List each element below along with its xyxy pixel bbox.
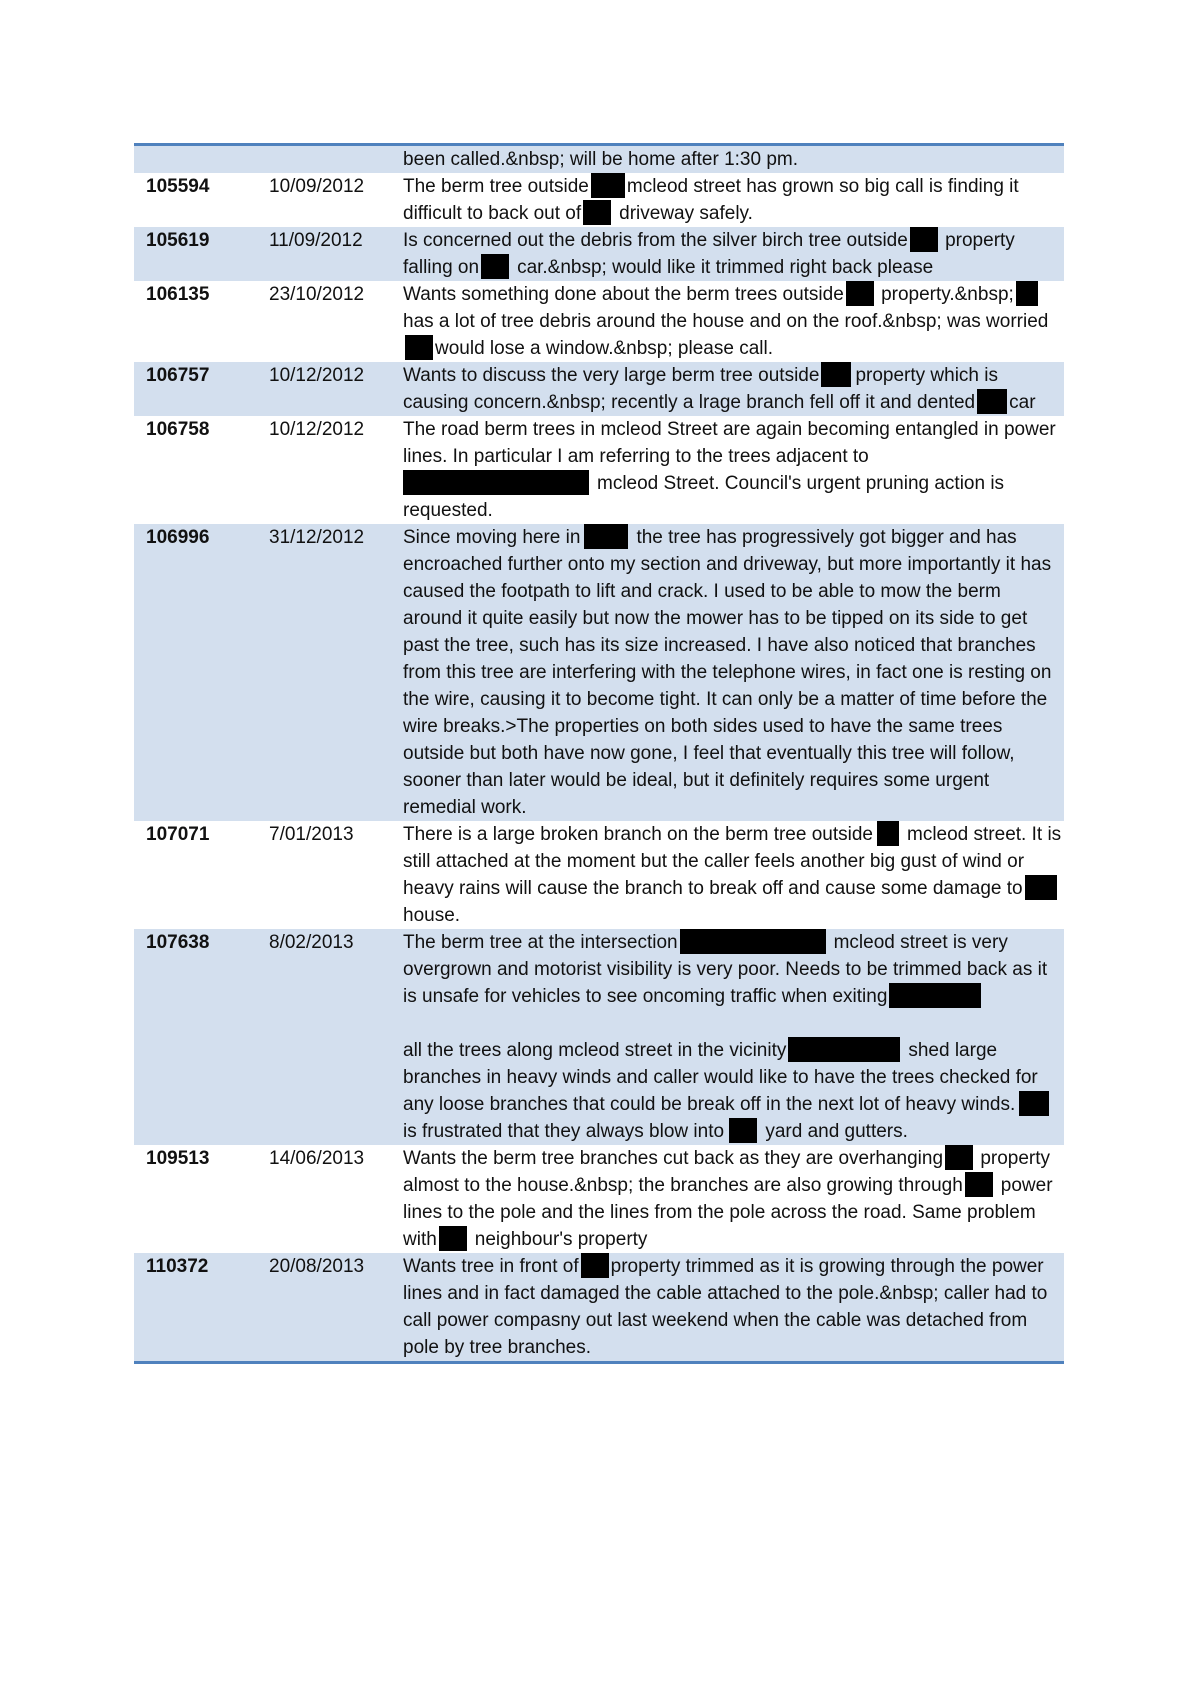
request-date: 10/12/2012 [269,365,365,386]
table-row [134,1145,1064,1253]
redaction-block [1019,1091,1049,1116]
table-row [134,173,1064,227]
text-segment: The berm tree at the intersection [403,932,678,953]
request-id: 109513 [146,1148,210,1169]
text-segment: Wants something done about the berm trees outside [403,284,844,305]
redaction-block [581,1253,609,1278]
text-segment: property trimmed as it is growing through the power lines and in fact damaged the cable attached to the pole.&nbsp; caller had to call power compasny out last weekend when the cable was detached from pole by tree branches. [403,1256,1048,1358]
paragraph-gap [403,1010,1064,1037]
redaction-block [877,821,899,846]
paragraph [403,929,1064,1010]
redaction-block [846,281,874,306]
table-row [134,524,1064,821]
redaction-block [680,929,826,954]
redaction-block [889,983,981,1008]
request-date: 31/12/2012 [269,527,365,548]
request-id: 106996 [146,527,210,548]
redaction-block [910,227,938,252]
redaction-block [977,389,1007,414]
redaction-block [403,470,589,495]
request-description [403,173,1064,227]
text-segment: property almost to the house.&nbsp; the branches are also growing through [403,1148,1051,1196]
table-row [134,1253,1064,1361]
request-table [134,143,1064,1364]
request-date: 10/09/2012 [269,176,365,197]
text-segment: property which is causing concern.&nbsp; recently a lrage branch fell off it and dented [403,365,998,413]
text-segment: Wants to discuss the very large berm tree outside [403,365,820,386]
text-segment: mcleod street is very overgrown and motorist visibility is very poor. Needs to be trimmed back as it is unsafe for vehicles to see oncoming traffic when exiting [403,932,1048,1007]
redaction-block [439,1226,467,1251]
request-date: 23/10/2012 [269,284,365,305]
text-segment: car.&nbsp; would like it trimmed right back please [517,257,934,278]
request-description [403,362,1064,416]
request-id: 110372 [146,1256,209,1277]
redaction-block [405,335,433,360]
request-id: 106757 [146,365,210,386]
text-segment: yard and gutters. [765,1121,908,1142]
request-id: 106758 [146,419,210,440]
text-segment: power lines to the pole and the lines from the pole across the road. Same problem with [403,1175,1053,1250]
redaction-block [788,1037,900,1062]
request-description [403,416,1064,524]
paragraph [403,1037,1064,1145]
text-segment: would lose a window.&nbsp; please call. [435,338,773,359]
request-description [403,821,1064,929]
text-segment: There is a large broken branch on the berm tree outside [403,824,873,845]
text-segment: Since moving here in [403,527,581,548]
request-id: 105594 [146,176,210,197]
text-segment: has a lot of tree debris around the house and on the roof.&nbsp; was worried [403,311,1049,332]
text-segment: shed large branches in heavy winds and caller would like to have the trees checked for any loose branches that could be break off in the next lot of heavy winds. [403,1040,1038,1115]
table-row [134,227,1064,281]
text-segment: mcleod Street. Council's urgent pruning action is requested. [403,473,1005,521]
text-segment: been called.&nbsp; will be home after 1:30 pm. [403,149,799,170]
request-date: 8/02/2013 [269,932,354,953]
request-date: 11/09/2012 [269,230,363,251]
redaction-block [481,254,509,279]
text-segment: property falling on [403,230,1015,278]
request-description [403,227,1064,281]
table-row [134,146,1064,173]
request-date: 10/12/2012 [269,419,365,440]
request-description [403,929,1064,1145]
text-segment: The berm tree outside [403,176,589,197]
redaction-block [591,173,625,198]
text-segment: Wants tree in front of [403,1256,579,1277]
table-row [134,416,1064,524]
table-row [134,929,1064,1145]
text-segment: car [1009,392,1036,413]
text-segment: Is concerned out the debris from the silver birch tree outside [403,230,908,251]
text-segment: all the trees along mcleod street in the vicinity [403,1040,787,1061]
text-segment: driveway safely. [619,203,753,224]
redaction-block [729,1118,757,1143]
request-date: 7/01/2013 [269,824,354,845]
redaction-block [583,200,611,225]
text-segment: the tree has progressively got bigger and has encroached further onto my section and driveway, but more importantly it has caused the footpath to lift and crack. I used to be able to mow the berm around it quite easily but now the mower has to be tipped on its side to get past the tree, such has its size increased. I have also noticed that branches from this tree are interfering with the telephone wires, in fact one is resting on the wire, causing it to become tight. It can only be a matter of time before the wire breaks.>The properties on both sides used to have the same trees outside but both have now gone, I feel that eventually this tree will follow, sooner than later would be ideal, but it definitely requires some urgent remedial work. [403,527,1052,818]
table-row [134,362,1064,416]
request-description [403,1145,1064,1253]
request-id: 106135 [146,284,210,305]
redaction-block [1025,875,1057,900]
request-id: 107638 [146,932,210,953]
redaction-block [584,524,628,549]
request-id: 105619 [146,230,210,251]
text-segment: Wants the berm tree branches cut back as they are overhanging [403,1148,944,1169]
redaction-block [821,362,851,387]
redaction-block [945,1145,973,1170]
request-description [403,524,1064,821]
text-segment: neighbour's property [474,1229,648,1250]
text-segment: is frustrated that they always blow into [403,1121,725,1142]
table-row [134,821,1064,929]
text-segment: property.&nbsp; [881,284,1014,305]
request-date: 14/06/2013 [269,1148,365,1169]
request-id: 107071 [146,824,210,845]
request-date: 20/08/2013 [269,1256,365,1277]
text-segment: mcleod street has grown so big call is finding it difficult to back out of [403,176,1019,224]
redaction-block [1016,281,1038,306]
text-segment: mcleod street. It is still attached at the moment but the caller feels another big gust of wind or heavy rains will cause the branch to break off and cause some damage to [403,824,1062,899]
request-description [403,1253,1064,1361]
table-row [134,281,1064,362]
text-segment: The road berm trees in mcleod Street are again becoming entangled in power lines. In particular I am referring to the trees adjacent to [403,419,1056,467]
request-description [403,281,1064,362]
redaction-block [965,1172,993,1197]
request-description [403,146,1064,173]
text-segment: house. [403,905,461,926]
